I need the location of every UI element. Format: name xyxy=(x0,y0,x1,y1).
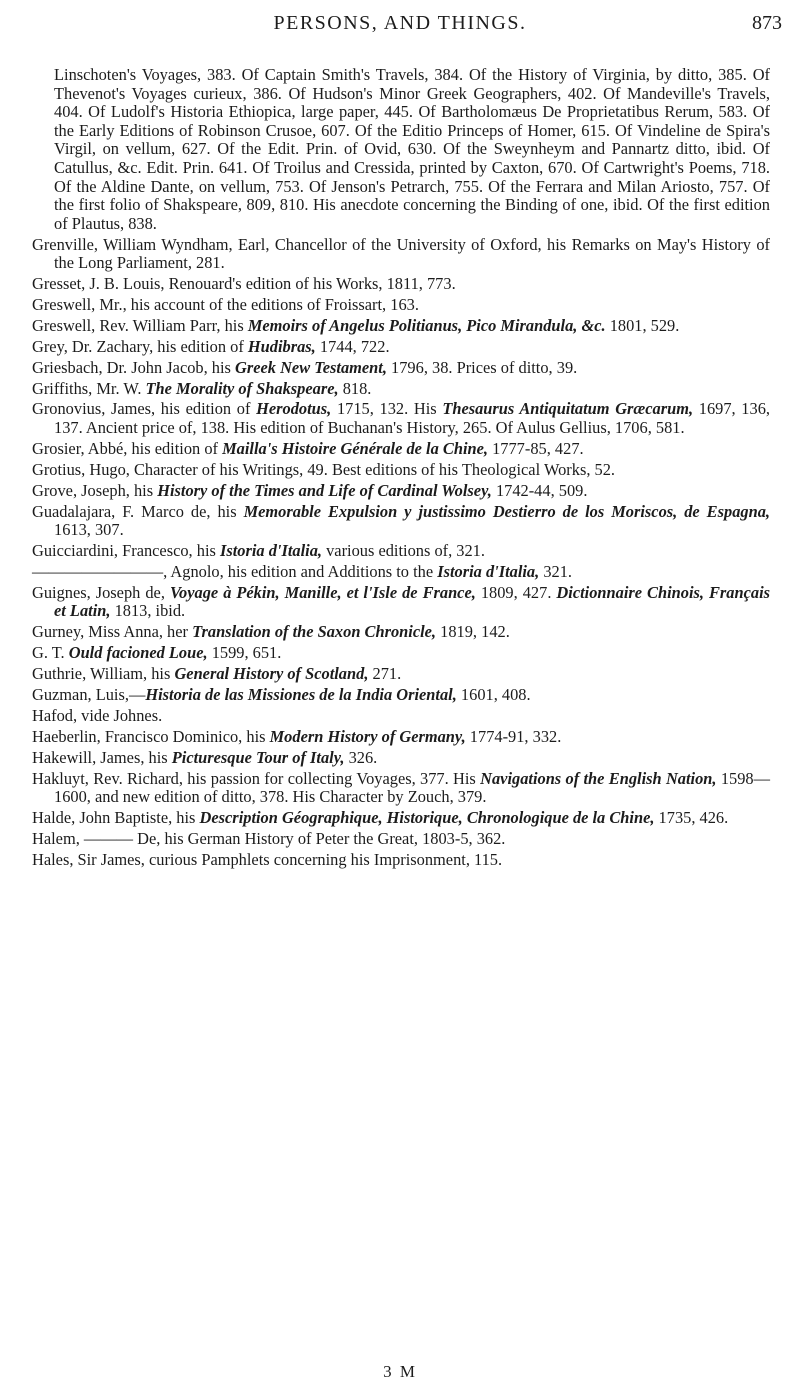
work-title: Ould facioned Loue, xyxy=(68,643,208,663)
entry-text: 1777-85, 427. xyxy=(488,438,584,458)
printer-signature: 3 M xyxy=(383,1362,417,1381)
entry-text: 1735, 426. xyxy=(654,808,729,828)
work-title: Navigations of the English Nation, xyxy=(480,768,717,788)
entry-text: Greswell, Mr., his account of the editions of Froissart, 163. xyxy=(32,295,419,315)
work-title: Historia de las Missiones de la India Oriental, xyxy=(145,685,457,705)
entry-text: Grosier, Abbé, his edition of xyxy=(32,438,223,458)
index-entry xyxy=(32,338,770,357)
index-entry xyxy=(32,380,770,399)
entry-text: Guzman, Luis,— xyxy=(32,685,146,705)
entry-text: Linschoten's Voyages, 383. Of Captain Smith's Travels, 384. Of the History of Virginia, by ditto, 385. Of Thevenot's Voyages curieux, 386. Of Hudson's Minor Greek Geographers, 402. Of Mandeville's Travels, 404. Of Ludolf's Historia Ethiopica, large paper, 445. Of Bartholomæus De Proprietatibus Rerum, 583. Of the Early Editions of Robinson Crusoe, 607. Of the Editio Princeps of Homer, 615. Of Vindeline de Spira's Virgil, on vellum, 627. Of the Edit. Prin. of Ovid, 630. Of the Sweynheym and Pannartz ditto, ibid. Of Catullus, &c. Edit. Prin. 641. Of Troilus and Cressida, printed by Caxton, 670. Of Cartwright's Poems, 718. Of the Aldine Dante, on vellum, 753. Of Jenson's Petrarch, 755. Of the Ferrara and Milan Ariosto, 757. Of the first folio of Shakspeare, 809, 810. His anecdote concerning the Binding of one, ibid. Of the first edition of Plautus, 838. xyxy=(54,65,770,233)
entry-text: Guicciardini, Francesco, his xyxy=(32,541,220,561)
work-title: Hudibras, xyxy=(247,336,316,356)
entry-text: 271. xyxy=(368,664,402,684)
work-title: History of the Times and Life of Cardinal Wolsey, xyxy=(157,480,492,500)
index-entry xyxy=(32,749,770,768)
index-entry xyxy=(32,707,770,726)
entry-text: 326. xyxy=(344,747,378,767)
entry-text: Greswell, Rev. William Parr, his xyxy=(32,315,248,335)
entry-text: Guignes, Joseph de, xyxy=(32,582,170,602)
entry-text: 1801, 529. xyxy=(605,315,680,335)
index-entry xyxy=(32,584,770,621)
entry-text: Hafod, vide Johnes. xyxy=(32,705,163,725)
work-title: Mailla's Histoire Générale de la Chine, xyxy=(222,438,488,458)
index-entry xyxy=(32,644,770,663)
index-entry xyxy=(32,728,770,747)
index-entry xyxy=(32,440,770,459)
index-entry-continuation xyxy=(32,66,770,233)
entry-text: 1697, 136, 137. Ancient price of, 138. His edition of Buchanan's History, 265. Of Aulus Gellius, 1706, 581. xyxy=(54,399,770,438)
entry-text: 1598—1600, and new edition of ditto, 378. His Character by Zouch, 379. xyxy=(54,768,770,807)
entry-text: Hakewill, James, his xyxy=(32,747,172,767)
work-title: Translation of the Saxon Chronicle, xyxy=(192,622,437,642)
index-entry xyxy=(32,400,770,437)
index-entry xyxy=(32,830,770,849)
index-entry xyxy=(32,461,770,480)
entry-text: 1613, 307. xyxy=(54,520,124,540)
index-entry xyxy=(32,770,770,807)
entry-text: 1813, ibid. xyxy=(110,601,186,621)
index-entry xyxy=(32,482,770,501)
index-entry xyxy=(32,851,770,870)
page-header xyxy=(0,12,800,46)
entry-text: Gronovius, James, his edition of xyxy=(32,399,257,419)
entry-text: 1601, 408. xyxy=(456,685,531,705)
entry-text: 1744, 722. xyxy=(315,336,390,356)
work-title: Istoria d'Italia, xyxy=(219,541,322,561)
work-title: Memoirs of Angelus Politianus, Pico Mirandula, &c. xyxy=(247,315,606,335)
index-entry xyxy=(32,809,770,828)
entry-text: Griffiths, Mr. W. xyxy=(32,378,146,398)
entry-text: 1742-44, 509. xyxy=(491,480,588,500)
entry-text: Haeberlin, Francisco Dominico, his xyxy=(32,726,270,746)
index-entries xyxy=(32,66,770,872)
entry-text: Halde, John Baptiste, his xyxy=(32,808,200,828)
entry-text: G. T. xyxy=(32,643,69,663)
index-entry xyxy=(32,275,770,294)
index-entry xyxy=(32,623,770,642)
index-entry xyxy=(32,296,770,315)
index-entry xyxy=(32,563,770,582)
index-entry xyxy=(32,542,770,561)
entry-text: Griesbach, Dr. John Jacob, his xyxy=(32,357,236,377)
index-entry xyxy=(32,317,770,336)
work-title: Greek New Testament, xyxy=(235,357,387,377)
entry-text: Guadalajara, F. Marco de, his xyxy=(32,501,244,521)
entry-text: Halem, ——— De, his German History of Peter the Great, 1803-5, 362. xyxy=(32,828,506,848)
entry-text: Gresset, J. B. Louis, Renouard's edition of his Works, 1811, 773. xyxy=(32,274,456,294)
work-title: Description Géographique, Historique, Chronologique de la Chine, xyxy=(199,808,655,828)
index-entry xyxy=(32,686,770,705)
index-entry xyxy=(32,359,770,378)
work-title: Voyage à Pékin, Manille, et l'Isle de France, xyxy=(169,582,476,602)
entry-text: various editions of, 321. xyxy=(322,541,485,561)
entry-text: 321. xyxy=(539,562,573,581)
work-title: Thesaurus Antiquitatum Græcarum, xyxy=(442,399,694,419)
entry-text: 1819, 142. xyxy=(436,622,510,642)
entry-text: 1715, 132. His xyxy=(331,399,443,419)
entry-text: 1809, 427. xyxy=(475,582,557,602)
work-title: The Morality of Shakspeare, xyxy=(145,378,339,398)
entry-text: Hales, Sir James, curious Pamphlets concerning his Imprisonment, 115. xyxy=(32,849,503,869)
index-entry xyxy=(32,236,770,273)
work-title: Istoria d'Italia, xyxy=(437,562,540,581)
entry-text: 818. xyxy=(338,378,372,398)
entry-text: 1599, 651. xyxy=(207,643,282,663)
entry-text: 1796, 38. Prices of ditto, 39. xyxy=(386,357,578,377)
entry-text: Gurney, Miss Anna, her xyxy=(32,622,193,642)
work-title: General History of Scotland, xyxy=(174,664,369,684)
work-title: Picturesque Tour of Italy, xyxy=(171,747,345,767)
work-title: Modern History of Germany, xyxy=(269,726,466,746)
entry-text: Hakluyt, Rev. Richard, his passion for collecting Voyages, 377. His xyxy=(32,768,481,788)
entry-text: 1774-91, 332. xyxy=(465,726,562,746)
index-entry xyxy=(32,503,770,540)
work-title: Dictionnaire Chinois, Français et Latin, xyxy=(54,582,770,621)
index-entry xyxy=(32,665,770,684)
entry-text: ————————, Agnolo, his edition and Additions to the xyxy=(32,562,438,581)
entry-text: Grove, Joseph, his xyxy=(32,480,158,500)
running-head: PERSONS, AND THINGS. xyxy=(273,12,527,34)
work-title: Herodotus, xyxy=(256,399,332,419)
entry-text: Guthrie, William, his xyxy=(32,664,175,684)
page-number: 873 xyxy=(752,12,782,34)
work-title: Memorable Expulsion y justissimo Destierro de los Moriscos, de Espagna, xyxy=(243,501,770,521)
entry-text: Grey, Dr. Zachary, his edition of xyxy=(32,336,248,356)
entry-text: Grotius, Hugo, Character of his Writings, 49. Best editions of his Theological Works, 52. xyxy=(32,459,616,479)
entry-text: Grenville, William Wyndham, Earl, Chancellor of the University of Oxford, his Remarks on May's History of the Long Parliament, 281. xyxy=(32,234,770,273)
